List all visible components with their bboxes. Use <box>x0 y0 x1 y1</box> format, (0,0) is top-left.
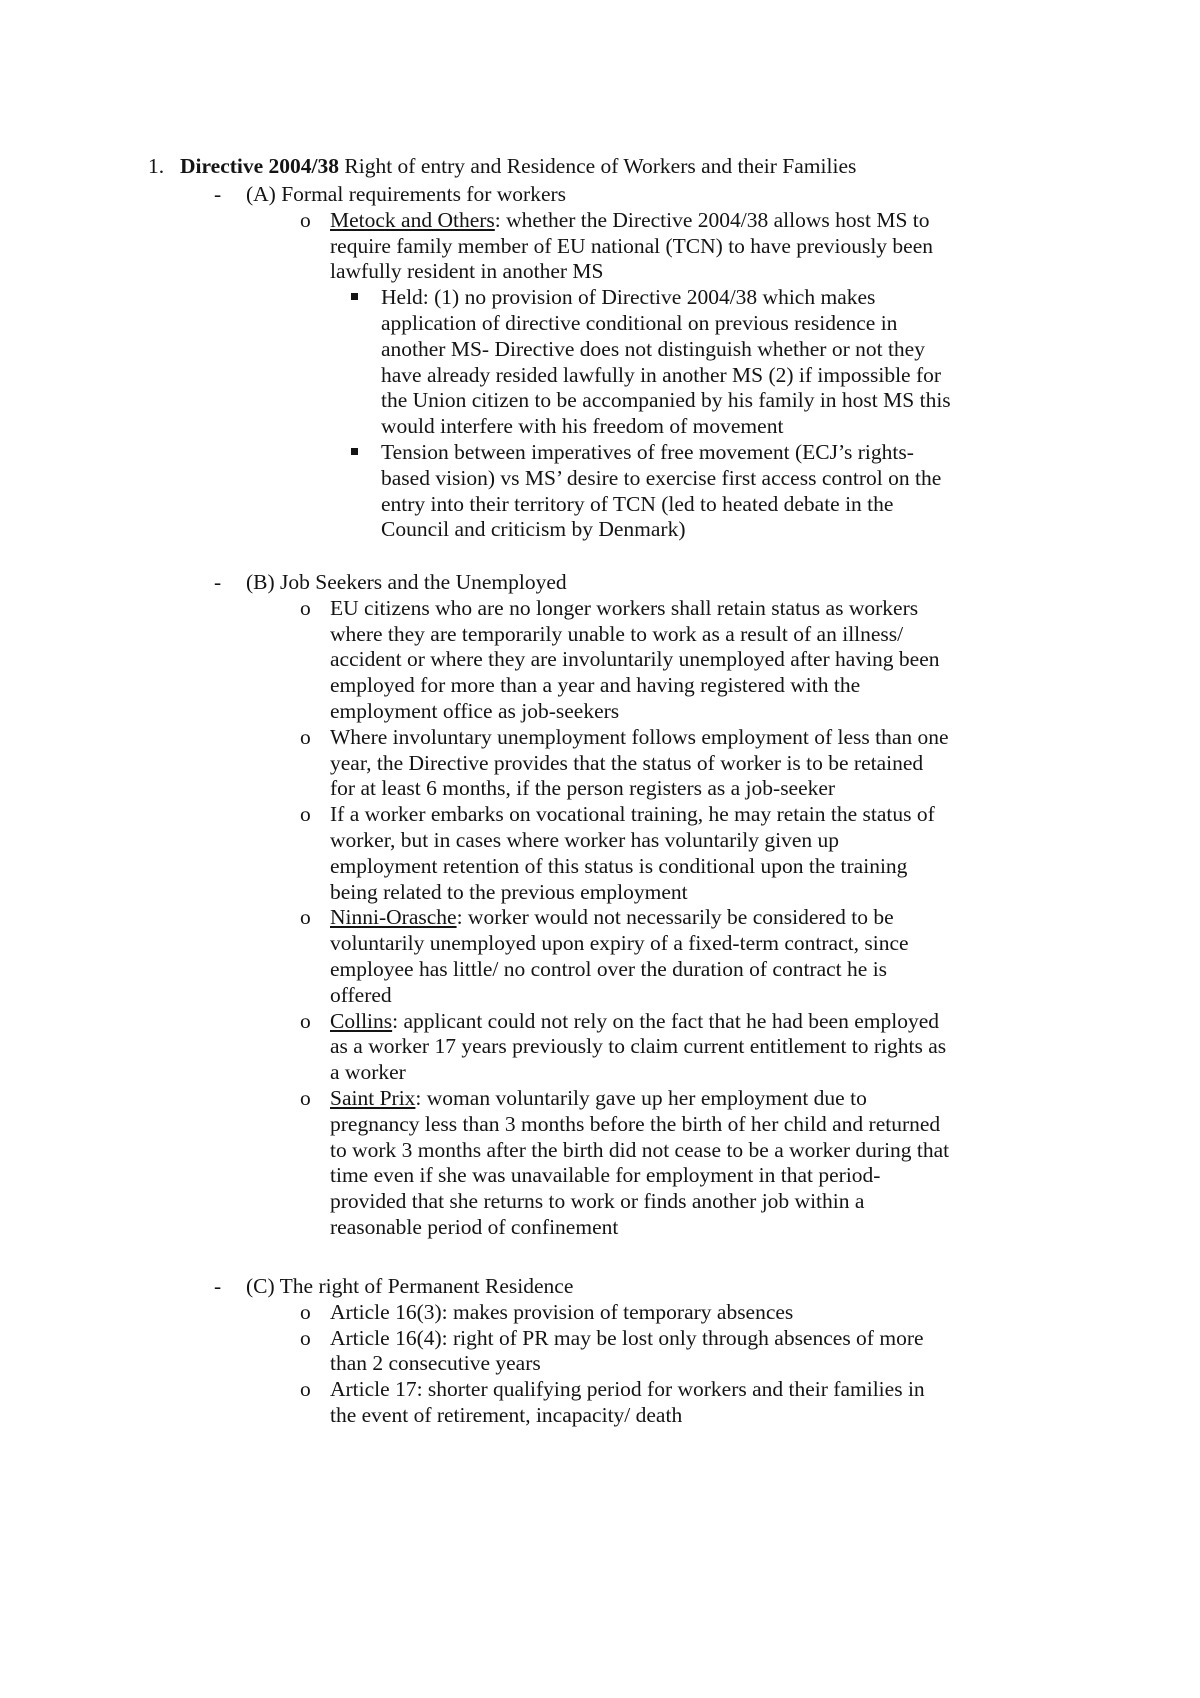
line-text: where they are temporarily unable to work as a result of an illness/ <box>330 621 904 646</box>
list-item-line <box>330 723 949 751</box>
line-text: require family member of EU national (TCN) to have previously been <box>330 233 933 258</box>
heading-bold-title: Directive 2004/38 <box>180 154 340 178</box>
list-item-line <box>330 1136 949 1164</box>
line-text: the event of retirement, incapacity/ death <box>330 1403 683 1427</box>
sub-item-line: based vision) vs MS’ desire to exercise first access control on the <box>381 465 942 490</box>
line-text: : worker would not necessarily be considered to be <box>456 905 894 930</box>
list-item-line <box>330 800 935 828</box>
line-text: for at least 6 months, if the person registers as a job-seeker <box>330 776 836 801</box>
heading-rest: Right of entry and Residence of Workers and their Families <box>344 154 857 178</box>
line-text: a worker <box>330 1060 406 1085</box>
bullet-circle: o <box>300 1008 311 1033</box>
line-text: Article 16(3): makes provision of temporary absences <box>330 1299 794 1324</box>
line-text: pregnancy less than 3 months before the birth of her child and returned <box>330 1111 941 1136</box>
list-item-line <box>330 749 923 777</box>
list-item-line <box>330 1058 406 1086</box>
line-text: employee has little/ no control over the duration of contract he is <box>330 957 888 981</box>
bullet-circle: o <box>300 724 311 749</box>
list-item-line <box>330 1007 939 1035</box>
document-heading <box>180 152 856 180</box>
list-item-line <box>330 671 860 699</box>
list-item-line <box>330 1298 793 1326</box>
sub-item-line: Tension between imperatives of free movement (ECJ’s rights- <box>381 440 914 464</box>
line-text: accident or where they are involuntarily unemployed after having been <box>330 647 940 672</box>
sub-item-line: Council and criticism by Denmark) <box>381 517 686 542</box>
section-title: (C) The right of Permanent Residence <box>246 1274 574 1298</box>
case-name: Collins <box>330 1008 393 1033</box>
section-dash: - <box>214 182 222 206</box>
sub-item-line: would interfere with his freedom of movement <box>381 414 784 439</box>
list-item-line <box>330 1349 541 1377</box>
sub-item-line: another MS- Directive does not distinguish whether or not they <box>381 336 925 361</box>
list-item-line <box>330 1084 867 1112</box>
line-text: employment retention of this status is conditional upon the training <box>330 853 908 878</box>
bullet-circle: o <box>300 1086 311 1110</box>
list-item-line <box>330 594 918 622</box>
case-name: Ninni-Orasche <box>330 905 457 930</box>
line-text: If a worker embarks on vocational training, he may retain the status of <box>330 802 935 827</box>
list-item-line <box>330 620 903 648</box>
line-text: voluntarily unemployed upon expiry of a fixed-term contract, since <box>330 931 909 956</box>
list-item-line <box>330 1324 924 1352</box>
line-text: Where involuntary unemployment follows employment of less than one <box>330 724 949 749</box>
line-text: worker, but in cases where worker has voluntarily given up <box>330 828 840 852</box>
list-item-line <box>330 1110 940 1138</box>
list-item-line <box>330 206 930 234</box>
line-text: : applicant could not rely on the fact that he had been employed <box>392 1008 940 1033</box>
list-item-line <box>330 232 933 260</box>
list-item-line <box>330 878 688 906</box>
list-item-line <box>330 929 909 957</box>
case-name: Metock and Others <box>330 207 495 232</box>
list-item-line <box>330 697 619 725</box>
bullet-circle: o <box>300 905 311 930</box>
section-dash: - <box>214 570 222 594</box>
bullet-circle: o <box>300 207 311 232</box>
sub-item-line: the Union citizen to be accompanied by his family in host MS this <box>381 388 951 413</box>
bullet-square <box>351 293 358 300</box>
list-item-line <box>330 1187 864 1215</box>
list-item-line <box>330 257 603 285</box>
list-item-line <box>330 826 839 854</box>
line-text: Article 17: shorter qualifying period for workers and their families in <box>330 1377 925 1402</box>
line-text: reasonable period of confinement <box>330 1215 619 1239</box>
line-text: provided that she returns to work or finds another job within a <box>330 1189 865 1214</box>
section-title: (A) Formal requirements for workers <box>246 182 567 206</box>
line-text: : woman voluntarily gave up her employment due to <box>415 1086 867 1110</box>
section-dash: - <box>214 1274 222 1298</box>
line-text: employment office as job-seekers <box>330 699 620 723</box>
list-item-line <box>330 1032 946 1060</box>
sub-item-line: entry into their territory of TCN (led to heated debate in the <box>381 491 894 516</box>
list-item-line <box>330 955 887 983</box>
line-text: EU citizens who are no longer workers shall retain status as workers <box>330 595 919 620</box>
sub-item-line: Held: (1) no provision of Directive 2004/38 which makes <box>381 285 876 310</box>
line-text: being related to the previous employment <box>330 879 688 904</box>
list-item-line <box>330 1375 925 1403</box>
section-title: (B) Job Seekers and the Unemployed <box>246 570 567 594</box>
bullet-square <box>351 448 358 455</box>
list-item-line <box>330 1213 618 1241</box>
line-text: : whether the Directive 2004/38 allows host MS to <box>494 207 930 232</box>
list-item-line <box>330 903 894 931</box>
sub-item-line: application of directive conditional on previous residence in <box>381 311 898 335</box>
bullet-circle: o <box>300 1325 311 1350</box>
line-text: to work 3 months after the birth did not cease to be a worker during that <box>330 1137 950 1162</box>
line-text: lawfully resident in another MS <box>330 259 604 284</box>
line-text: time even if she was unavailable for employment in that period- <box>330 1163 881 1188</box>
bullet-circle: o <box>300 1299 311 1324</box>
line-text: Article 16(4): right of PR may be lost only through absences of more <box>330 1325 924 1350</box>
heading-number: 1. <box>148 154 165 178</box>
bullet-circle: o <box>300 802 311 827</box>
sub-item-line: have already resided lawfully in another MS (2) if impossible for <box>381 362 942 387</box>
list-item-line <box>330 852 907 880</box>
list-item-line <box>330 1401 682 1429</box>
line-text: than 2 consecutive years <box>330 1351 541 1376</box>
bullet-circle: o <box>300 595 311 620</box>
list-item-line <box>330 774 835 802</box>
list-item-line <box>330 645 940 673</box>
list-item-line <box>330 981 392 1009</box>
line-text: offered <box>330 982 392 1007</box>
bullet-circle: o <box>300 1377 311 1402</box>
case-name: Saint Prix <box>330 1086 416 1110</box>
line-text: as a worker 17 years previously to claim current entitlement to rights as <box>330 1034 947 1059</box>
line-text: year, the Directive provides that the status of worker is to be retained <box>330 750 924 775</box>
line-text: employed for more than a year and having registered with the <box>330 673 861 698</box>
list-item-line <box>330 1161 880 1189</box>
